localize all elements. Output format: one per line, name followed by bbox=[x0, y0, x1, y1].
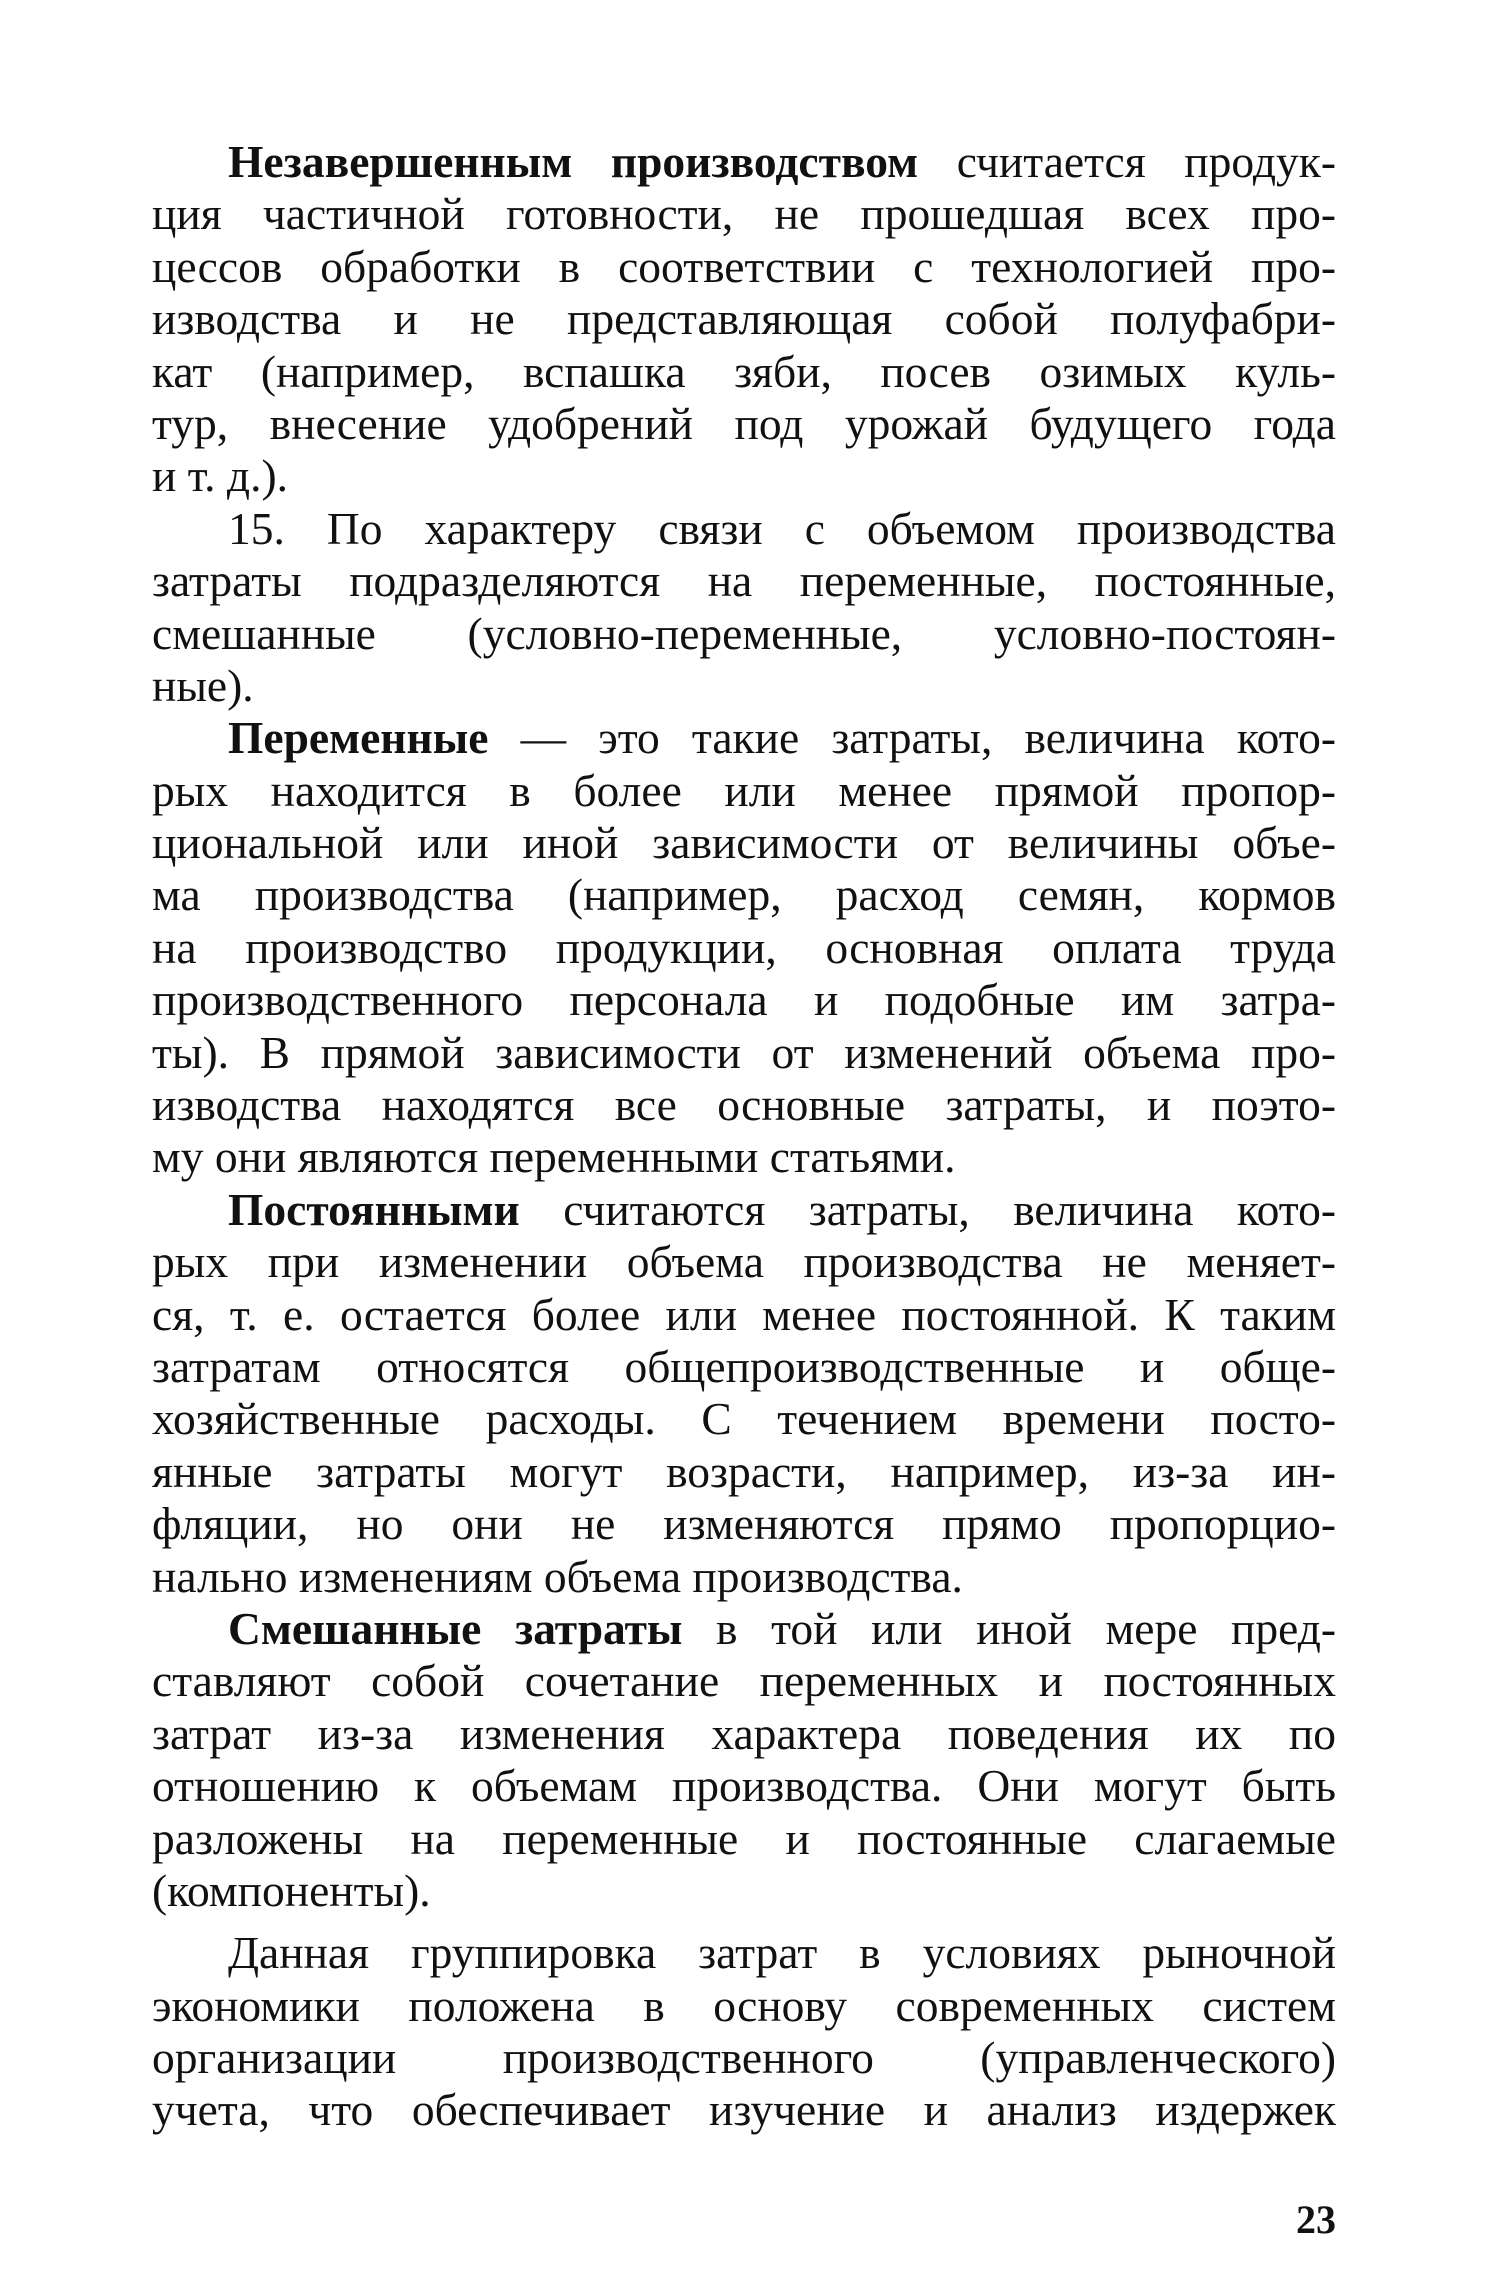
text-line: циональной или иной зависимости от величины объе- bbox=[152, 817, 1336, 869]
text-line: отношению к объемам производства. Они могут быть bbox=[152, 1760, 1336, 1812]
bold-term: Смешанные затраты bbox=[228, 1602, 683, 1654]
text-line: янные затраты могут возрасти, например, из-за ин- bbox=[152, 1445, 1336, 1497]
bold-term: Постоянными bbox=[228, 1183, 520, 1235]
bold-term: Переменные bbox=[228, 712, 489, 764]
page-text bbox=[152, 136, 1336, 2137]
text-line: рых при изменении объема производства не меняет- bbox=[152, 1236, 1336, 1288]
text-line: ция частичной готовности, не прошедшая всех про- bbox=[152, 188, 1336, 240]
page-number: 23 bbox=[1296, 2197, 1336, 2242]
text-line: фляции, но они не изменяются прямо пропорцио- bbox=[152, 1498, 1336, 1550]
text-line: ты). В прямой зависимости от изменений объема про- bbox=[152, 1026, 1336, 1078]
text-line: Смешанные затраты в той или иной мере пред- bbox=[228, 1602, 1336, 1654]
paragraph bbox=[152, 136, 1336, 503]
text-line: производственного персонала и подобные им затра- bbox=[152, 974, 1336, 1026]
text-line: затрат из-за изменения характера поведения их по bbox=[152, 1707, 1336, 1759]
text-line: изводства и не представляющая собой полуфабри- bbox=[152, 293, 1336, 345]
text-line: цессов обработки в соответствии с технологией про- bbox=[152, 240, 1336, 292]
text-line: Незавершенным производством считается продук- bbox=[228, 136, 1336, 187]
text-line: рых находится в более или менее прямой пропор- bbox=[152, 764, 1336, 816]
paragraph-gap bbox=[152, 1917, 1336, 1927]
paragraph bbox=[152, 1184, 1336, 1603]
text-line: ставляют собой сочетание переменных и постоянных bbox=[152, 1655, 1336, 1707]
text-line: хозяйственные расходы. С течением времени посто- bbox=[152, 1393, 1336, 1445]
text-line: Данная группировка затрат в условиях рыночной bbox=[228, 1927, 1336, 1979]
text-line: Постоянными считаются затраты, величина кото- bbox=[228, 1183, 1336, 1235]
text-line: организации производственного (управленческого) bbox=[152, 2032, 1336, 2084]
text-line: затраты подразделяются на переменные, постоянные, bbox=[152, 555, 1336, 607]
text-line: тур, внесение удобрений под урожай будущего года bbox=[152, 397, 1336, 449]
text-line: изводства находятся все основные затраты, и поэто- bbox=[152, 1079, 1336, 1131]
text-line: ма производства (например, расход семян, кормов bbox=[152, 869, 1336, 921]
text-line: экономики положена в основу современных систем bbox=[152, 1979, 1336, 2031]
paragraph bbox=[152, 712, 1336, 1184]
text-line: смешанные (условно-переменные, условно-постоян- bbox=[152, 607, 1336, 659]
text-line: кат (например, вспашка зяби, посев озимых куль- bbox=[152, 345, 1336, 397]
paragraph bbox=[152, 1603, 1336, 1917]
text-line: нально изменениям объема производства. bbox=[152, 1550, 963, 1602]
text-line: затратам относятся общепроизводственные и обще- bbox=[152, 1340, 1336, 1392]
text-line: учета, что обеспечивает изучение и анализ издержек bbox=[152, 2084, 1336, 2136]
text-line: (компоненты). bbox=[152, 1864, 431, 1916]
bold-term: Незавершенным производством bbox=[228, 136, 919, 187]
text-line: и т. д.). bbox=[152, 450, 288, 502]
text-line: на производство продукции, основная оплата труда bbox=[152, 921, 1336, 973]
text-line: му они являются переменными статьями. bbox=[152, 1131, 956, 1183]
text-line: 15. По характеру связи с объемом производства bbox=[228, 502, 1336, 554]
text-line: ся, т. е. остается более или менее постоянной. К таким bbox=[152, 1288, 1336, 1340]
text-line: ные). bbox=[152, 659, 254, 711]
paragraph bbox=[152, 1927, 1336, 2137]
text-line: разложены на переменные и постоянные слагаемые bbox=[152, 1812, 1336, 1864]
paragraph bbox=[152, 503, 1336, 713]
text-line: Переменные — это такие затраты, величина кото- bbox=[228, 712, 1336, 764]
